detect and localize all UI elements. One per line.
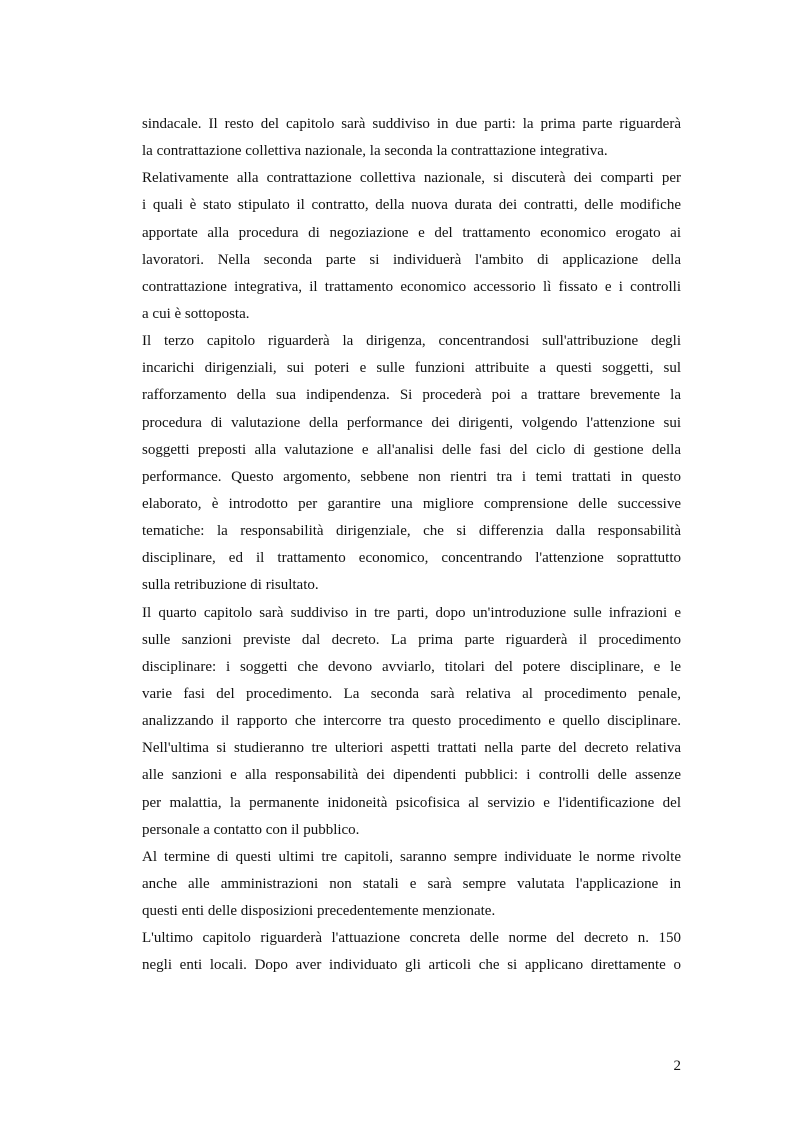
text-line: Il terzo capitolo riguarderà la dirigenza, concentrandosi sull'attribuzione degli — [142, 333, 681, 350]
paragraph — [142, 165, 681, 328]
text-line: sulle sanzioni previste dal decreto. La prima parte riguarderà il procedimento — [142, 631, 681, 648]
text-line: anche alle amministrazioni non statali e sarà sempre valutata l'applicazione in — [142, 875, 681, 892]
text-line: contrattazione integrativa, il trattamento economico accessorio lì fissato e i controlli — [142, 278, 681, 295]
text-line: personale a contatto con il pubblico. — [142, 821, 360, 838]
text-line: disciplinare, ed il trattamento economico, concentrando l'attenzione soprattutto — [142, 550, 681, 567]
document-body — [142, 111, 681, 980]
paragraph — [142, 111, 681, 165]
text-line: rafforzamento della sua indipendenza. Si procederà poi a trattare brevemente la — [142, 387, 681, 404]
text-line: lavoratori. Nella seconda parte si individuerà l'ambito di applicazione della — [142, 251, 681, 268]
paragraph — [142, 600, 681, 844]
text-line: Relativamente alla contrattazione collettiva nazionale, si discuterà dei comparti per — [142, 170, 681, 187]
text-line: a cui è sottoposta. — [142, 305, 250, 322]
text-line: negli enti locali. Dopo aver individuato gli articoli che si applicano direttamente o — [142, 957, 681, 974]
text-line: varie fasi del procedimento. La seconda sarà relativa al procedimento penale, — [142, 685, 681, 702]
text-line: Il quarto capitolo sarà suddiviso in tre parti, dopo un'introduzione sulle infrazioni e — [142, 604, 681, 621]
text-line: Al termine di questi ultimi tre capitoli, saranno sempre individuate le norme rivolte — [142, 848, 681, 865]
text-line: elaborato, è introdotto per garantire una migliore comprensione delle successive — [142, 495, 681, 512]
text-line: apportate alla procedura di negoziazione e del trattamento economico erogato ai — [142, 224, 681, 241]
text-line: alle sanzioni e alla responsabilità dei dipendenti pubblici: i controlli delle assenze — [142, 767, 681, 784]
text-line: sindacale. Il resto del capitolo sarà suddiviso in due parti: la prima parte riguarderà — [142, 116, 681, 132]
text-line: la contrattazione collettiva nazionale, la seconda la contrattazione integrativa. — [142, 143, 608, 160]
text-line: per malattia, la permanente inidoneità psicofisica al servizio e l'identificazione del — [142, 794, 681, 811]
text-line: performance. Questo argomento, sebbene non rientri tra i temi trattati in questo — [142, 468, 681, 485]
text-line: i quali è stato stipulato il contratto, della nuova durata dei contratti, delle modifiche — [142, 197, 681, 214]
text-line: disciplinare: i soggetti che devono avviarlo, titolari del potere disciplinare, e le — [142, 658, 681, 675]
text-line: Nell'ultima si studieranno tre ulteriori aspetti trattati nella parte del decreto relativa — [142, 740, 681, 757]
text-line: soggetti preposti alla valutazione e all'analisi delle fasi del ciclo di gestione della — [142, 441, 681, 458]
text-line: incarichi dirigenziali, sui poteri e sulle funzioni attribuite a questi soggetti, sul — [142, 360, 681, 377]
text-line: L'ultimo capitolo riguarderà l'attuazione concreta delle norme del decreto n. 150 — [142, 930, 681, 947]
text-line: questi enti delle disposizioni precedentemente menzionate. — [142, 903, 496, 920]
text-line: analizzando il rapporto che intercorre tra questo procedimento e quello disciplinare. — [142, 713, 681, 730]
text-line: tematiche: la responsabilità dirigenziale, che si differenzia dalla responsabilità — [142, 523, 681, 540]
paragraph — [142, 925, 681, 979]
paragraph — [142, 328, 681, 599]
paragraph — [142, 844, 681, 925]
text-line: procedura di valutazione della performance dei dirigenti, volgendo l'attenzione sui — [142, 414, 681, 431]
page-number: 2 — [673, 1058, 681, 1074]
text-line: sulla retribuzione di risultato. — [142, 577, 319, 594]
